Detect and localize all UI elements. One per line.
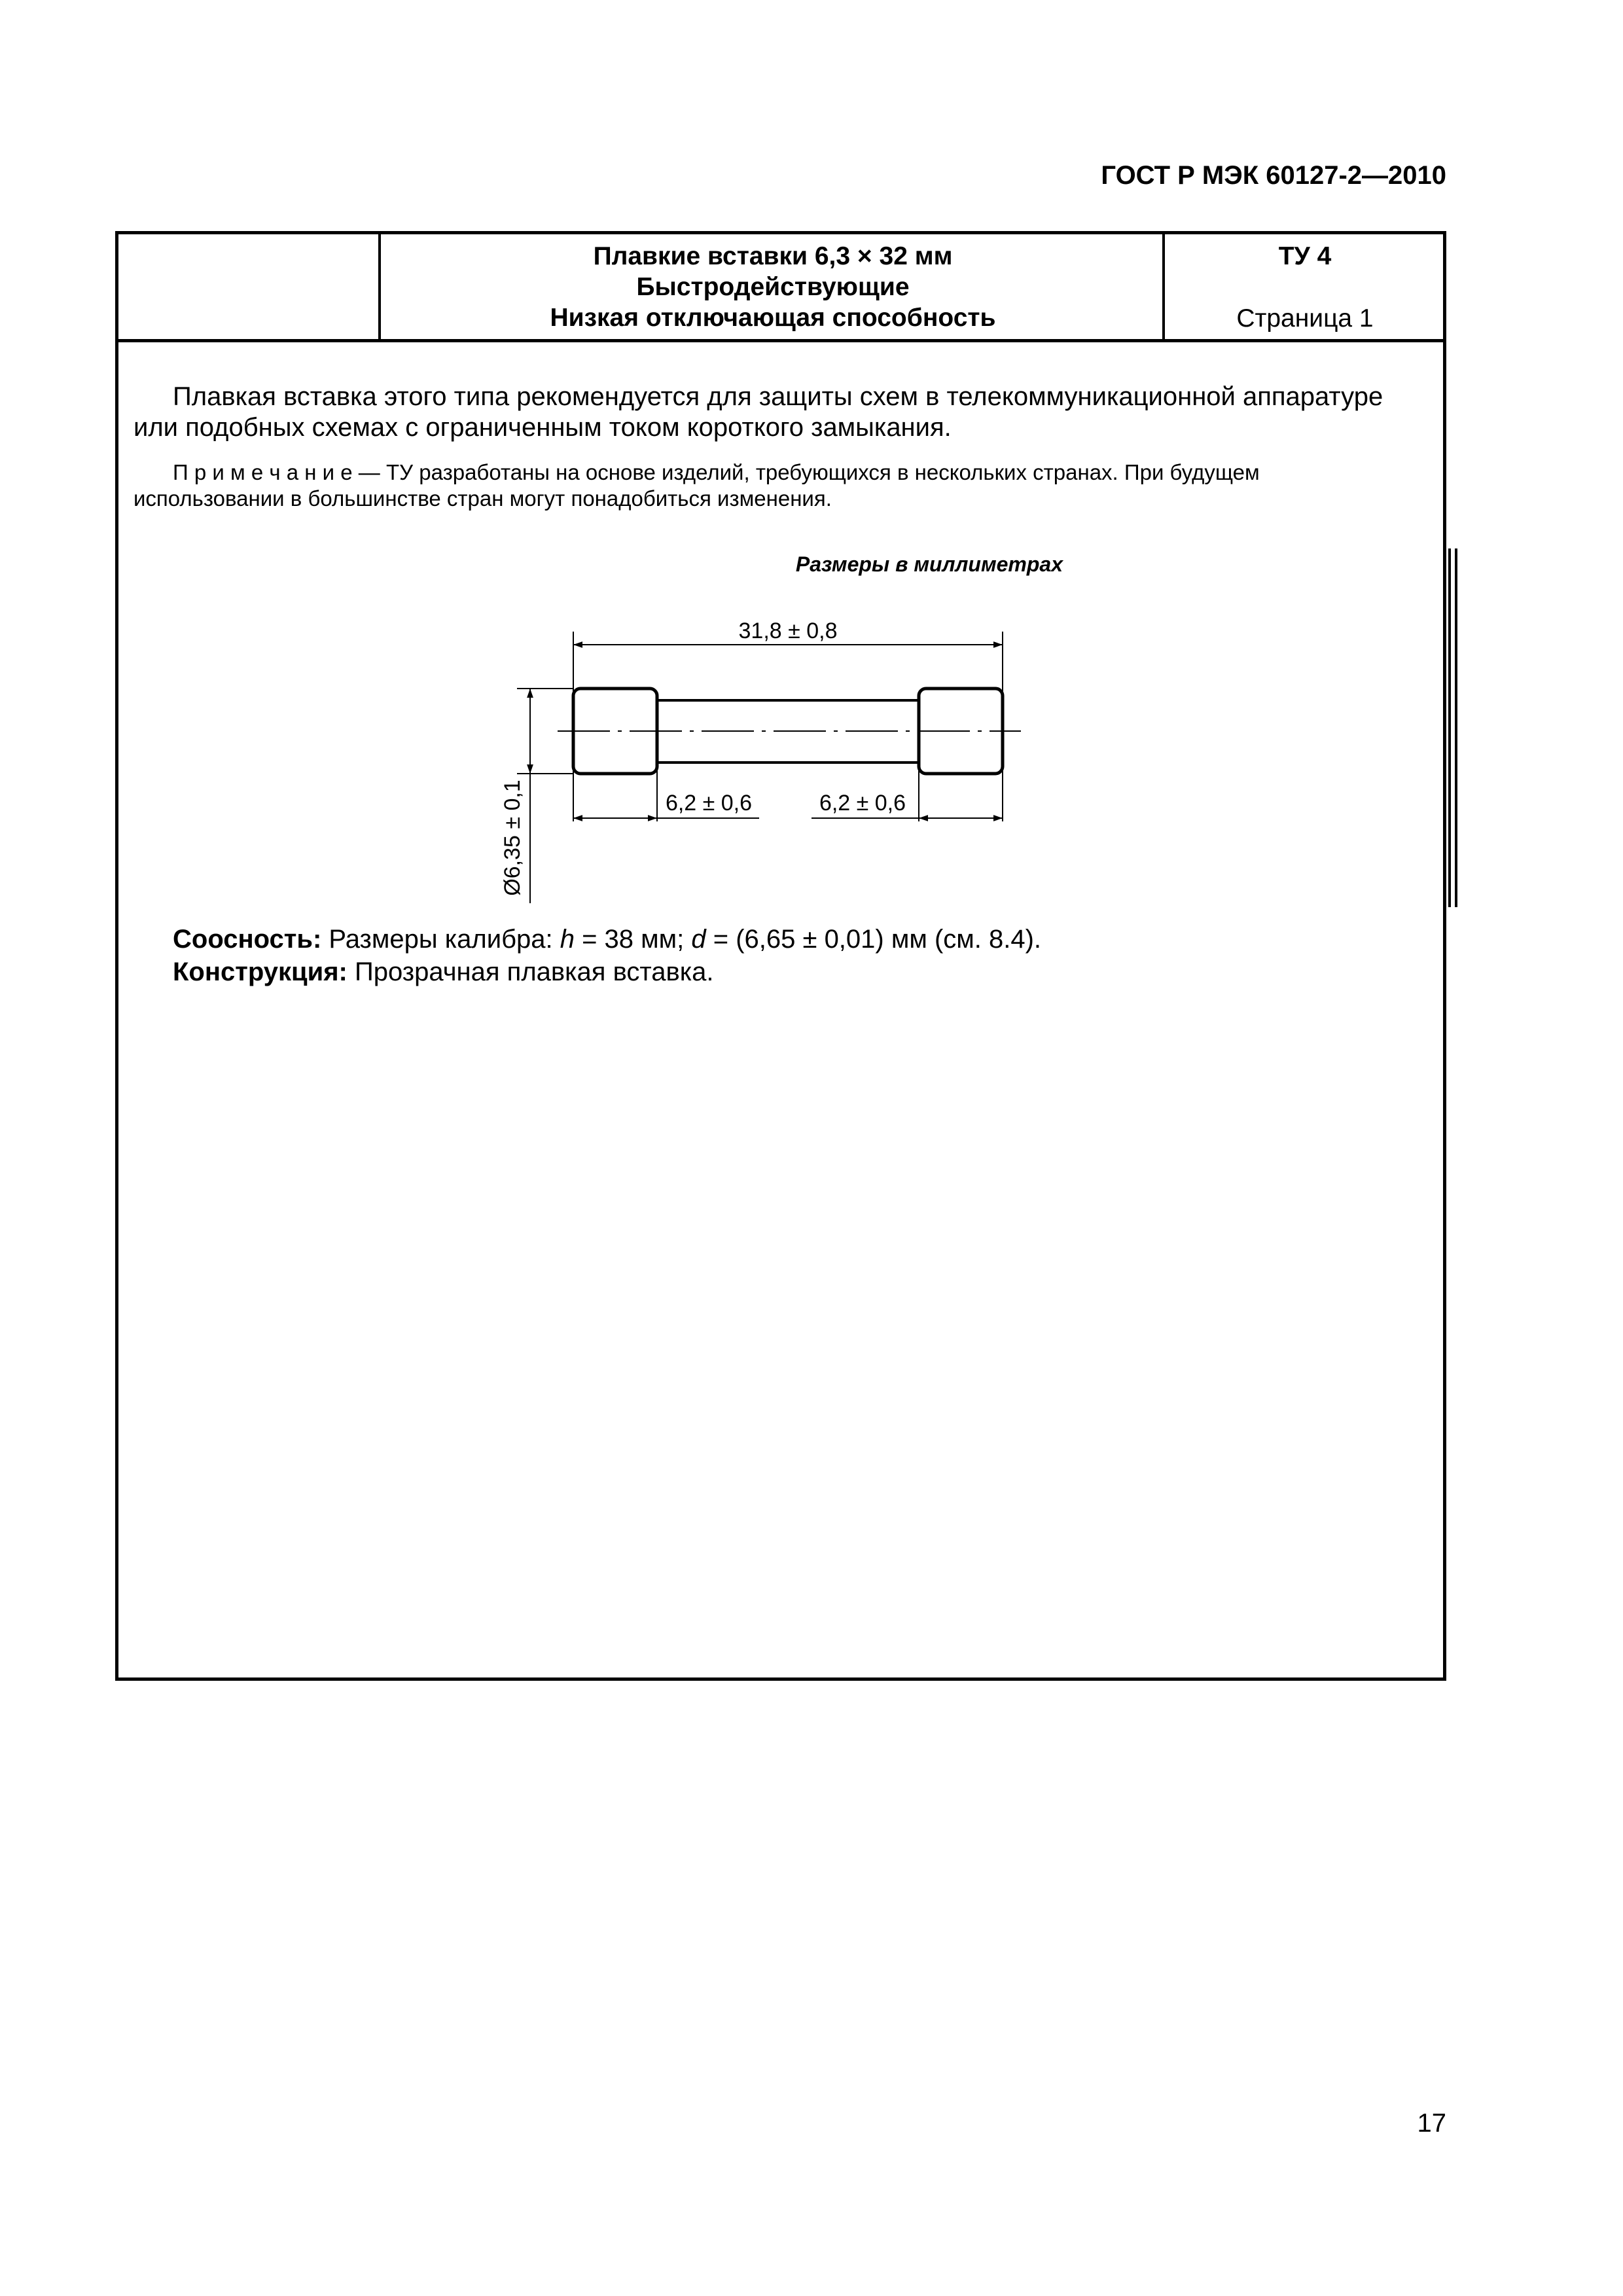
diameter-label: Ø6,35 ± 0,1	[500, 780, 525, 896]
construction-spec	[173, 957, 713, 988]
alignment-text-b: = 38 мм;	[574, 925, 692, 954]
alignment-text-a: Размеры калибра:	[321, 925, 560, 954]
alignment-text-c: = (6,65 ± 0,01) мм (см. 8.4).	[705, 925, 1042, 954]
note-line-1: П р и м е ч а н и е — ТУ разработаны на основе изделий, требующихся в нескольких странах. При будущем	[173, 460, 1260, 484]
sheet-title-line-1: Плавкие вставки 6,3 × 32 мм	[593, 242, 953, 270]
right-cap-length-label: 6,2 ± 0,6	[819, 791, 906, 816]
page-number: 17	[1417, 2109, 1446, 2138]
sheet-page: Страница 1	[1236, 304, 1374, 332]
construction-label: Конструкция:	[173, 958, 348, 986]
header-bottom-rule	[115, 339, 1446, 342]
change-bar-right	[1455, 548, 1457, 907]
alignment-d-symbol: d	[691, 925, 706, 954]
sheet-title-line-2: Быстродействующие	[636, 273, 910, 301]
alignment-label: Соосность:	[173, 925, 322, 954]
overall-length-label: 31,8 ± 0,8	[738, 619, 838, 643]
construction-text: Прозрачная плавкая вставка.	[347, 958, 714, 986]
document-code: ГОСТ Р МЭК 60127-2—2010	[1101, 161, 1446, 190]
note-paragraph	[134, 459, 1436, 512]
intro-paragraph	[134, 382, 1436, 443]
change-bar-left	[1448, 548, 1451, 907]
note-line-2: использовании в большинстве стран могут понадобиться изменения.	[134, 486, 832, 511]
intro-paragraph-line-1: Плавкая вставка этого типа рекомендуется для защиты схем в телекоммуникационной аппаратуре	[173, 382, 1383, 411]
intro-paragraph-line-2: или подобных схемах с ограниченным током короткого замыкания.	[134, 413, 952, 442]
header-divider-left	[378, 231, 381, 342]
alignment-spec	[173, 924, 1041, 955]
sheet-title-line-3: Низкая отключающая способность	[550, 304, 996, 332]
fuse-dimension-drawing	[484, 609, 1060, 916]
left-cap-length-label: 6,2 ± 0,6	[665, 791, 753, 816]
sheet-title	[382, 241, 1164, 333]
alignment-h-symbol: h	[560, 925, 575, 954]
figure-caption: Размеры в миллиметрах	[795, 552, 1063, 576]
spec-sheet-frame	[115, 231, 1446, 1681]
sheet-code: ТУ 4	[1278, 242, 1332, 270]
